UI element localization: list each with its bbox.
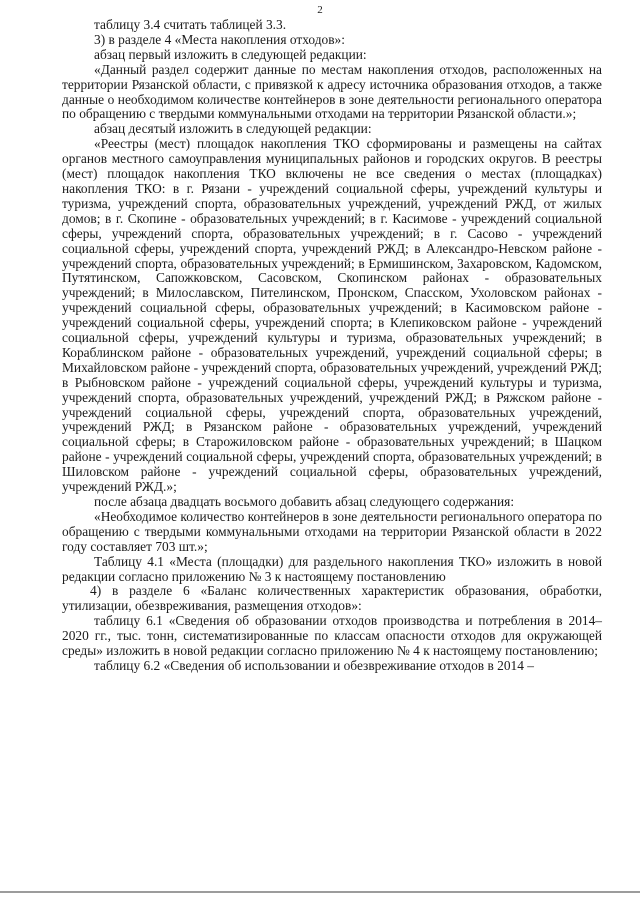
paragraph: 3) в разделе 4 «Места накопления отходов»: [94,31,345,47]
page-number: 2 [317,4,323,16]
paragraph: таблицу 6.1 «Сведения об образовании отходов производства и потребления в 2014–2020 гг., тыс. тонн, систематизированные по классам опасности отходов для окружающей среды» изложить в новой редакции согласно приложению № 4 к настоящему постановлению; [62,613,602,659]
paragraph: «Необходимое количество контейнеров в зоне деятельности регионального оператора по обращению с твердыми коммунальными отходами на территории Рязанской области в 2022 году составляет 703 шт.»; [62,508,602,554]
paragraph: таблицу 6.2 «Сведения об использовании и обезвреживание отходов в 2014 – [94,657,534,673]
paragraph: абзац первый изложить в следующей редакции: [94,46,367,62]
paragraph: Таблицу 4.1 «Места (площадки) для раздельного накопления ТКО» изложить в новой редакции согласно приложению № 3 к настоящему постановлению [62,553,602,584]
paragraph: таблицу 3.4 считать таблицей 3.3. [94,17,287,32]
paragraph: «Данный раздел содержит данные по местам накопления отходов, расположенных на территории Рязанской области, с привязкой к адресу источника образования отходов, а также данные о необходимом количестве контейнеров в зоне деятельности регионального оператора по обращению с твердыми коммунальными отходами на территории Рязанской области.»; [62,61,602,122]
paragraph: после абзаца двадцать восьмого добавить абзац следующего содержания: [94,494,515,509]
document-body [62,18,602,674]
scan-edge-line [0,891,640,893]
paragraph: абзац десятый изложить в следующей редакции: [94,121,372,137]
paragraph: «Реестры (мест) площадок накопления ТКО сформированы и размещены на сайтах органов местного самоуправления муниципальных районов и городских округов. В реестры (мест) площадок накопления ТКО включены не все сведения о местах (площадках) накопления ТКО: в г. Рязани - учреждений социальной сферы, учреждений культуры и туризма, учреждений спорта, образовательных учреждений, учреждений РЖД, от жилых домов; в г. Скопине - образовательных учреждений; в г. Касимове - учреждений социальной сферы, учреждений спорта, образовательных учреждений; в г. Сасово - учреждений социальной сферы, учреждений спорта, учреждений РЖД; в Александро-Невском районе - учреждений спорта, образовательных учреждений; в Ермишинском, Захаровском, Кадомском, Путятинском, Сапожковском, Сасовском, Скопинском районах - образовательных учреждений; в Милославском, Пителинском, Пронском, Спасском, Ухоловском районах - учреждений социальной сферы, образовательных учреждений; в Касимовском районе - учреждений социальной сферы, учреждений спорта; в Клепиковском районе - учреждений социальной сферы, учреждений культуры и туризма, образовательных учреждений; в Кораблинском районе - образовательных учреждений, учреждений социальной сферы; в Михайловском районе - учреждений спорта, образовательных учреждений, учреждений РЖД; в Рыбновском районе - учреждений социальной сферы, учреждений культуры и туризма, учреждений спорта, образовательных учреждений, учреждений РЖД; в Ряжском районе - учреждений социальной сферы, учреждений спорта, образовательных учреждений, учреждений РЖД; в Рязанском районе - образовательных учреждений, учреждений социальной сферы; в Старожиловском районе - образовательных учреждений; в Шацком районе - учреждений социальной сферы, учреждений спорта, образовательных учреждений; в Шиловском районе - учреждений социальной сферы, образовательных учреждений, учреждений РЖД.»; [62,136,602,495]
paragraph: 4) в разделе 6 «Баланс количественных характеристик образования, обработки, утилизации, обезвреживания, размещения отходов»: [62,583,602,614]
